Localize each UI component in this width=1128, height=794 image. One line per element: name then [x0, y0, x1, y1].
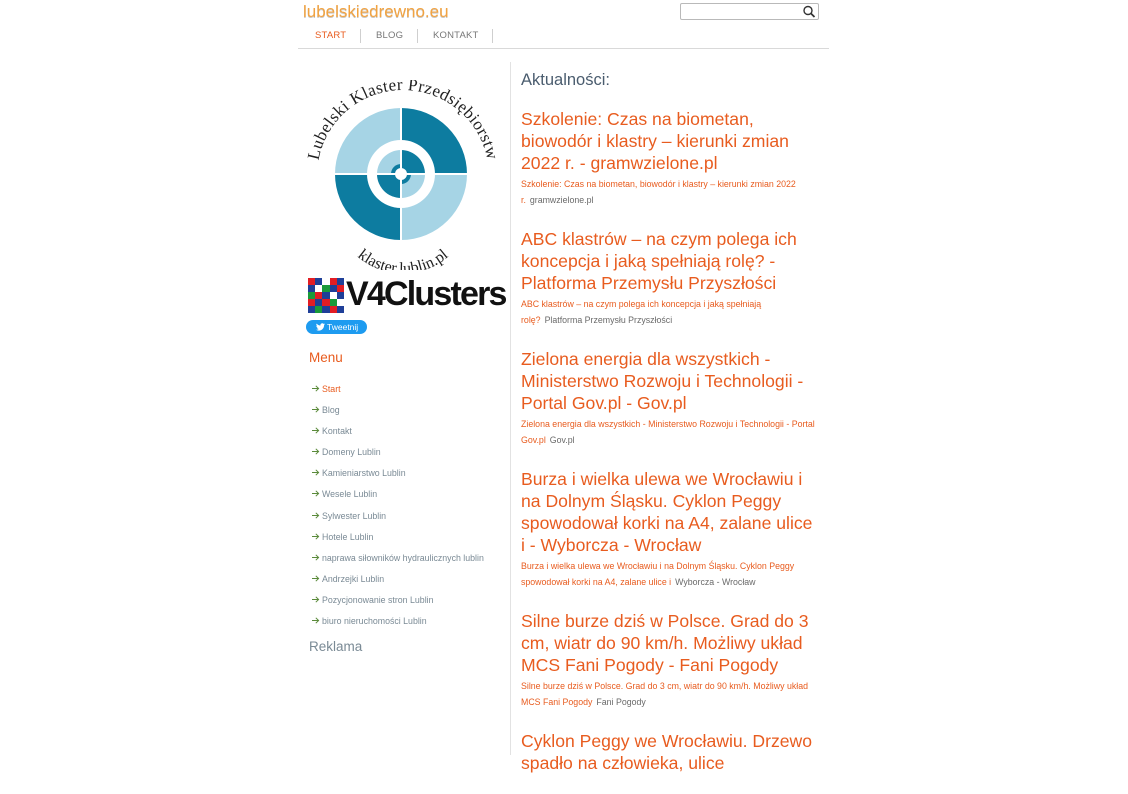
- v4clusters-logo[interactable]: [308, 275, 506, 315]
- news-article: [521, 468, 817, 590]
- sidebar-item-kontakt[interactable]: [312, 423, 484, 444]
- arrow-right-icon: [312, 617, 320, 624]
- news-article: [521, 348, 817, 448]
- sidebar-item-domeny[interactable]: [312, 444, 484, 465]
- sidebar-item-sylwester[interactable]: [312, 508, 484, 529]
- nav-divider: [360, 29, 361, 43]
- cluster-logo-graphic: [305, 80, 497, 270]
- news-article: [521, 228, 817, 328]
- arrow-right-icon: [312, 427, 320, 434]
- news-article: [521, 610, 817, 710]
- site-title[interactable]: lubelskiedrewno.eu: [303, 2, 449, 21]
- arrow-right-icon: [312, 448, 320, 455]
- article-source: Gov.pl: [549, 434, 575, 445]
- article-link[interactable]: Silne burze dziś w Polsce. Grad do 3 cm, wiatr do 90 km/h. Możliwy układ MCS Fani Pogody: [521, 681, 808, 707]
- sidebar-item-label: naprawa siłowników hydraulicznych lublin: [322, 552, 484, 563]
- news-article: [521, 108, 817, 208]
- sidebar-item-label: Domeny Lublin: [322, 447, 381, 458]
- article-title[interactable]: Zielona energia dla wszystkich - Ministerstwo Rozwoju i Technologii - Portal Gov.pl - Gov.pl: [521, 349, 804, 413]
- arrow-right-icon: [312, 533, 320, 540]
- sidebar-item-blog[interactable]: [312, 402, 484, 423]
- main-content: [521, 70, 817, 794]
- nav-start[interactable]: START: [315, 30, 347, 41]
- sidebar-item-label: Start: [322, 384, 341, 394]
- article-title[interactable]: Burza i wielka ulewa we Wrocławiu i na Dolnym Śląsku. Cyklon Peggy spowodował korki na A4, zalane ulice i - Wyborcza - Wrocław: [521, 469, 813, 555]
- v4-text: V4Clusters: [346, 275, 506, 313]
- article-source: Platforma Przemysłu Przyszłości: [544, 314, 673, 325]
- nav-divider: [417, 29, 418, 43]
- svg-text:klaster.lublin.pl: [355, 246, 452, 270]
- sidebar-item-hotele[interactable]: [312, 529, 484, 550]
- sidebar-item-andrzejki[interactable]: [312, 571, 484, 592]
- sidebar-item-kamieniarstwo[interactable]: [312, 465, 484, 486]
- nav-divider: [492, 29, 493, 43]
- arrow-right-icon: [312, 575, 320, 582]
- arrow-right-icon: [312, 490, 320, 497]
- search-box: [680, 3, 819, 20]
- logo-bottom-text: klaster.lublin.pl: [354, 246, 452, 270]
- tweet-button[interactable]: [306, 320, 367, 334]
- article-link[interactable]: Zielona energia dla wszystkich - Ministerstwo Rozwoju i Technologii - Portal Gov.pl: [521, 419, 815, 445]
- main-nav: [298, 26, 829, 49]
- tweet-button-label: Tweetnij: [327, 322, 359, 332]
- search-icon: [802, 5, 816, 18]
- sidebar-item-label: Kamieniarstwo Lublin: [322, 468, 406, 479]
- arrow-right-icon: [312, 406, 320, 413]
- sidebar-item-label: Pozycjonowanie stron Lublin: [322, 594, 434, 605]
- cluster-logo[interactable]: [305, 80, 497, 270]
- search-button[interactable]: [802, 5, 817, 18]
- article-link[interactable]: Szkolenie: Czas na biometan, biowodór i klastry – kierunki zmian 2022 r.: [521, 179, 796, 205]
- sidebar-item-label: Hotele Lublin: [322, 531, 374, 542]
- article-description: [521, 679, 817, 710]
- arrow-right-icon: [312, 469, 320, 476]
- arrow-right-icon: [312, 512, 320, 519]
- news-heading: Aktualności:: [521, 71, 610, 89]
- arrow-right-icon: [312, 596, 320, 603]
- sidebar-item-label: biuro nieruchomości Lublin: [322, 616, 427, 627]
- article-title[interactable]: Silne burze dziś w Polsce. Grad do 3 cm, wiatr do 90 km/h. Możliwy układ MCS Fani Pogody - Fani Pogody: [521, 611, 809, 675]
- article-source: Fani Pogody: [596, 696, 646, 707]
- logo-circle-text: Lubelski Klaster Przedsiębiorst: [305, 80, 497, 162]
- sidebar-item-label: Blog: [322, 405, 340, 416]
- twitter-bird-icon: [316, 323, 325, 331]
- news-article: [521, 730, 817, 774]
- article-description: [521, 177, 817, 208]
- article-description: [521, 559, 817, 590]
- sidebar-item-label: Andrzejki Lublin: [322, 573, 385, 584]
- sidebar-item-label: Sylwester Lublin: [322, 510, 387, 521]
- sidebar-item-biuro[interactable]: [312, 613, 484, 634]
- article-source: Wyborcza - Wrocław: [675, 576, 756, 587]
- arrow-right-icon: [312, 385, 320, 392]
- article-source: gramwzielone.pl: [529, 194, 594, 205]
- column-divider: [510, 62, 511, 755]
- ads-heading: Reklama: [309, 639, 363, 654]
- article-link[interactable]: Burza i wielka ulewa we Wrocławiu i na Dolnym Śląsku. Cyklon Peggy spowodował korki na A4, zalane ulice i: [521, 561, 795, 587]
- article-title[interactable]: Cyklon Peggy we Wrocławiu. Drzewo spadło na człowieka, ulice: [521, 731, 813, 773]
- menu-heading: Menu: [309, 350, 343, 365]
- sidebar-item-wesele[interactable]: [312, 486, 484, 507]
- article-description: [521, 417, 817, 448]
- search-input[interactable]: [683, 5, 799, 18]
- sidebar-menu: [312, 381, 484, 634]
- article-description: [521, 297, 781, 328]
- article-title[interactable]: ABC klastrów – na czym polega ich koncepcja i jaką spełniają rolę? - Platforma Przemysłu Przyszłości: [521, 229, 797, 293]
- sidebar-item-pozycjonowanie[interactable]: [312, 592, 484, 613]
- sidebar-item-naprawa[interactable]: [312, 550, 484, 571]
- sidebar-item-label: Wesele Lublin: [322, 489, 378, 500]
- sidebar-item-label: Kontakt: [322, 426, 352, 437]
- article-link[interactable]: ABC klastrów – na czym polega ich koncepcja i jaką spełniają rolę?: [521, 299, 762, 325]
- arrow-right-icon: [312, 554, 320, 561]
- nav-kontakt[interactable]: KONTAKT: [433, 30, 479, 41]
- nav-blog[interactable]: BLOG: [376, 30, 404, 41]
- v4-grid-icon: [308, 278, 344, 313]
- article-title[interactable]: Szkolenie: Czas na biometan, biowodór i klastry – kierunki zmian 2022 r. - gramwzielone.pl: [521, 109, 789, 173]
- sidebar-item-start[interactable]: [312, 381, 484, 402]
